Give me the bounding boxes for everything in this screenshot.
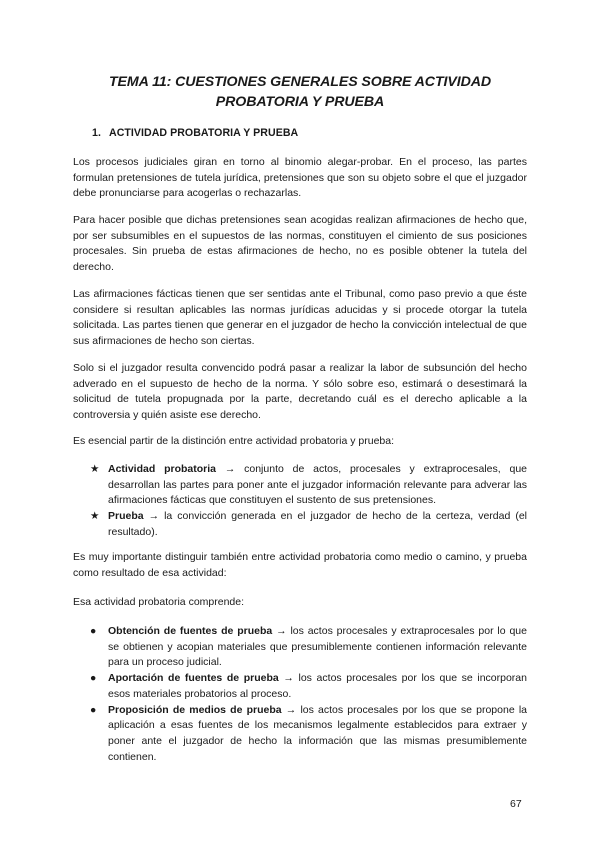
page-number: 67 — [510, 798, 522, 810]
paragraph-5: Es esencial partir de la distinción entre actividad probatoria y prueba: — [73, 435, 395, 447]
paragraph-2: Para hacer posible que dichas pretensiones sean acogidas realizan afirmaciones de hecho que, por ser subsumibles en el supuestos de las normas, constituyen el cimiento de sus posiciones procesales. Sin prueba de estas afirmaciones de hecho, no es posible obtener la tutela del derecho. — [73, 214, 527, 274]
section-heading — [92, 127, 298, 139]
paragraph-3: Las afirmaciones fácticas tienen que ser sentidas ante el Tribunal, como paso previo a que éste considere si resultan aplicables las normas jurídicas aducidas y si procede otorgar la tutela solicitada. Las partes tienen que generar en el juzgador de hecho la convicción intelectual de que sus afirmaciones de hecho son ciertas. — [73, 288, 527, 348]
title-line-1: TEMA 11: CUESTIONES GENERALES SOBRE ACTIVIDAD — [108, 74, 492, 90]
bullet-icon: ● — [90, 703, 97, 716]
list-item-text: → los actos procesales por los que se incorporan esos materiales probatorios al proceso. — [108, 672, 527, 700]
bullet-icon: ● — [90, 625, 97, 637]
list-item-term: Prueba — [108, 510, 144, 523]
list-item-text: → la convicción generada en el juzgador de hecho de la certeza, verdad (el resultado). — [108, 510, 527, 538]
star-icon: ★ — [90, 510, 100, 523]
section-number: 1. — [92, 127, 101, 139]
star-list — [90, 462, 527, 541]
list-item — [90, 703, 527, 766]
list-item-text: → conjunto de actos, procesales y extraprocesales, que desarrollan las partes para poner ante el juzgador información relevante para adverar las afirmaciones fácticas que constituyen el sustento de sus pretensiones. — [108, 463, 527, 507]
list-item-text: → los actos procesales y extraprocesales por lo que se obtienen y acopian materiales que presumiblemente contienen información relevante para un proceso judicial. — [108, 625, 527, 669]
star-icon: ★ — [90, 463, 100, 475]
paragraph-7: Esa actividad probatoria comprende: — [73, 596, 245, 608]
list-item — [90, 671, 527, 702]
bullet-list — [90, 624, 527, 765]
bullet-icon: ● — [90, 672, 97, 685]
paragraph-1: Los procesos judiciales giran en torno al binomio alegar-probar. En el proceso, las partes formulan pretensiones de tutela jurídica, pretensiones que son su objeto sobre el que el juzgador debe pronunciarse para acogerlas o rechazarlas. — [73, 156, 527, 200]
title-line-2: PROBATORIA Y PRUEBA — [215, 94, 385, 110]
list-item-term: Proposición de medios de prueba — [108, 703, 282, 716]
page-title — [60, 72, 540, 112]
list-item-term: Obtención de fuentes de prueba — [108, 625, 273, 637]
list-item — [90, 624, 527, 671]
paragraph-6: Es muy importante distinguir también entre actividad probatoria como medio o camino, y prueba como resultado de esa actividad: — [73, 551, 527, 579]
list-item-text: → los actos procesales por los que se propone la aplicación a esas fuentes de los mecanismos legalmente establecidos para extraer y poner ante el juzgador de hecho la información que las mismas presumiblemente contienen. — [108, 703, 527, 763]
list-item — [90, 509, 527, 540]
list-item-term: Aportación de fuentes de prueba — [108, 672, 279, 685]
list-item-term: Actividad probatoria — [108, 463, 216, 475]
list-item — [90, 462, 527, 509]
section-title: ACTIVIDAD PROBATORIA Y PRUEBA — [109, 127, 299, 139]
paragraph-4: Solo si el juzgador resulta convencido podrá pasar a realizar la labor de subsunción del hecho adverado en el supuesto de hecho de la norma. Y sólo sobre eso, estimará o desestimará la solicitud de tutela propugnada por la parte, decretando cuál es el derecho aplicable a la controversia y quién asiste ese derecho. — [73, 362, 527, 422]
